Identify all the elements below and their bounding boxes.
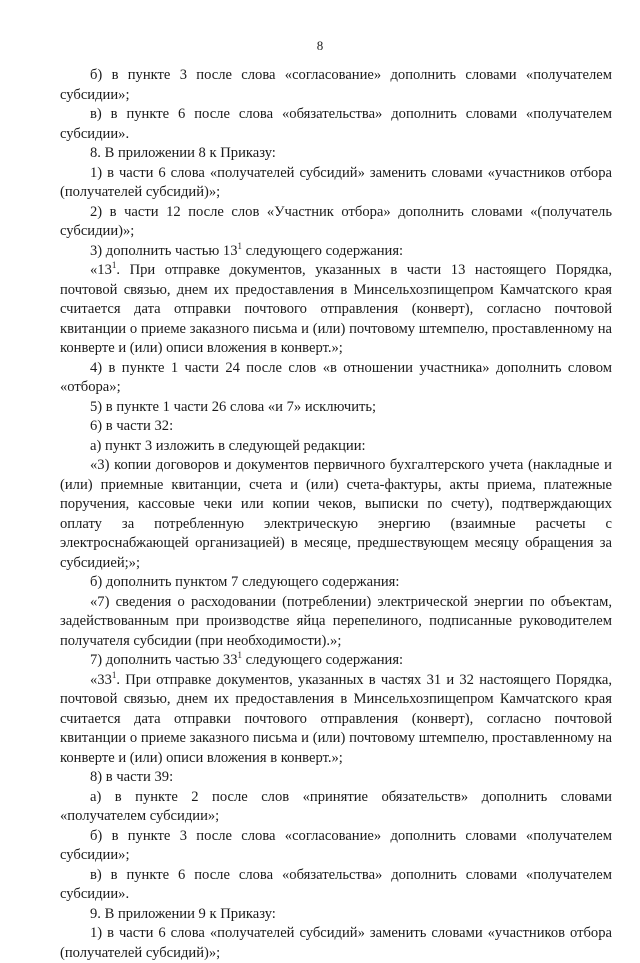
page-number: 8 [316,38,324,53]
paragraph-text: 3) дополнить частью 13 [90,242,238,259]
paragraph: б) в пункте 3 после слова «согласование» дополнить словами «получателем субсидии»; [60,67,612,103]
paragraph-text: . При отправке документов, указанных в частях 31 и 32 настоящего Порядка, почтовой связью, днем их предоставления в Минсельхозпищепром Камчатского края считается дата отправки почтового отправления (конверт), согласно почтовой квитанции о приеме заказного письма и (или) почтовому штемпелю, проставленному на конверте и (или) описи вложения в конверт.»; [60,671,612,766]
paragraph: а) в пункте 2 после слов «принятие обязательств» дополнить словами «получателем субсидии»; [60,788,612,824]
paragraph-text: следующего содержания: [242,242,404,259]
paragraph: 8) в части 39: [90,769,174,785]
paragraph [60,651,612,671]
paragraph: 6) в части 32: [90,418,174,434]
paragraph: б) в пункте 3 после слова «согласование» дополнить словами «получателем субсидии»; [60,827,612,863]
paragraph-text: «33 [90,671,112,688]
paragraph-text: следующего содержания: [242,652,404,668]
paragraph: «3) копии договоров и документов первичного бухгалтерского учета (накладные и (или) приемные квитанции, счета и (или) счета-фактуры, акты приема, платежные поручения, кассовые чеки или копии чеков, выписки по счету), подтверждающих оплату за потребленную электрическую энергию (взаимные расчеты с электроснабжающей организацией) в месяце, предшествующем месяцу обращения за субсидией;»; [60,457,612,571]
superscript: 1 [237,240,242,251]
paragraph: 1) в части 6 слова «получателей субсидий» заменить словами «участников отбора (получателей субсидий)»; [60,925,612,961]
paragraph [60,261,612,359]
document-body [60,66,612,963]
paragraph-text: 7) дополнить частью 33 [90,652,238,668]
paragraph: 4) в пункте 1 части 24 после слов «в отношении участника» дополнить словом «отбора»; [60,359,612,395]
paragraph: а) пункт 3 изложить в следующей редакции: [90,437,366,454]
paragraph: 2) в части 12 после слов «Участник отбора» дополнить словами «(получатель субсидии)»; [60,203,612,239]
paragraph [60,671,612,769]
paragraph: 1) в части 6 слова «получателей субсидий» заменить словами «участников отбора (получателей субсидий)»; [60,164,612,200]
paragraph: «7) сведения о расходовании (потреблении) электрической энергии по объектам, задействованным при производстве яйца перепелиного, подписанные руководителем получателя субсидии (при необходимости).»; [60,593,612,649]
superscript: 1 [111,669,117,680]
paragraph: в) в пункте 6 после слова «обязательства» дополнить словами «получателем субсидии». [60,866,612,902]
paragraph: 5) в пункте 1 части 26 слова «и 7» исключить; [90,398,377,415]
superscript: 1 [111,260,117,271]
paragraph: в) в пункте 6 после слова «обязательства» дополнить словами «получателем субсидии». [60,106,612,142]
paragraph [60,242,612,262]
superscript: 1 [237,650,242,661]
paragraph: 8. В приложении 8 к Приказу: [90,145,276,161]
paragraph: б) дополнить пунктом 7 следующего содержания: [90,574,400,590]
paragraph-text: «13 [90,262,112,278]
paragraph: 9. В приложении 9 к Приказу: [90,905,276,922]
paragraph-text: . При отправке документов, указанных в части 13 настоящего Порядка, почтовой связью, днем их предоставления в Минсельхозпищепром Камчатского края считается дата отправки почтового отправления (конверт), согласно почтовой квитанции о приеме заказного письма и (или) почтовому штемпелю, проставленному на конверте и (или) описи вложения в конверт.»; [60,262,612,356]
